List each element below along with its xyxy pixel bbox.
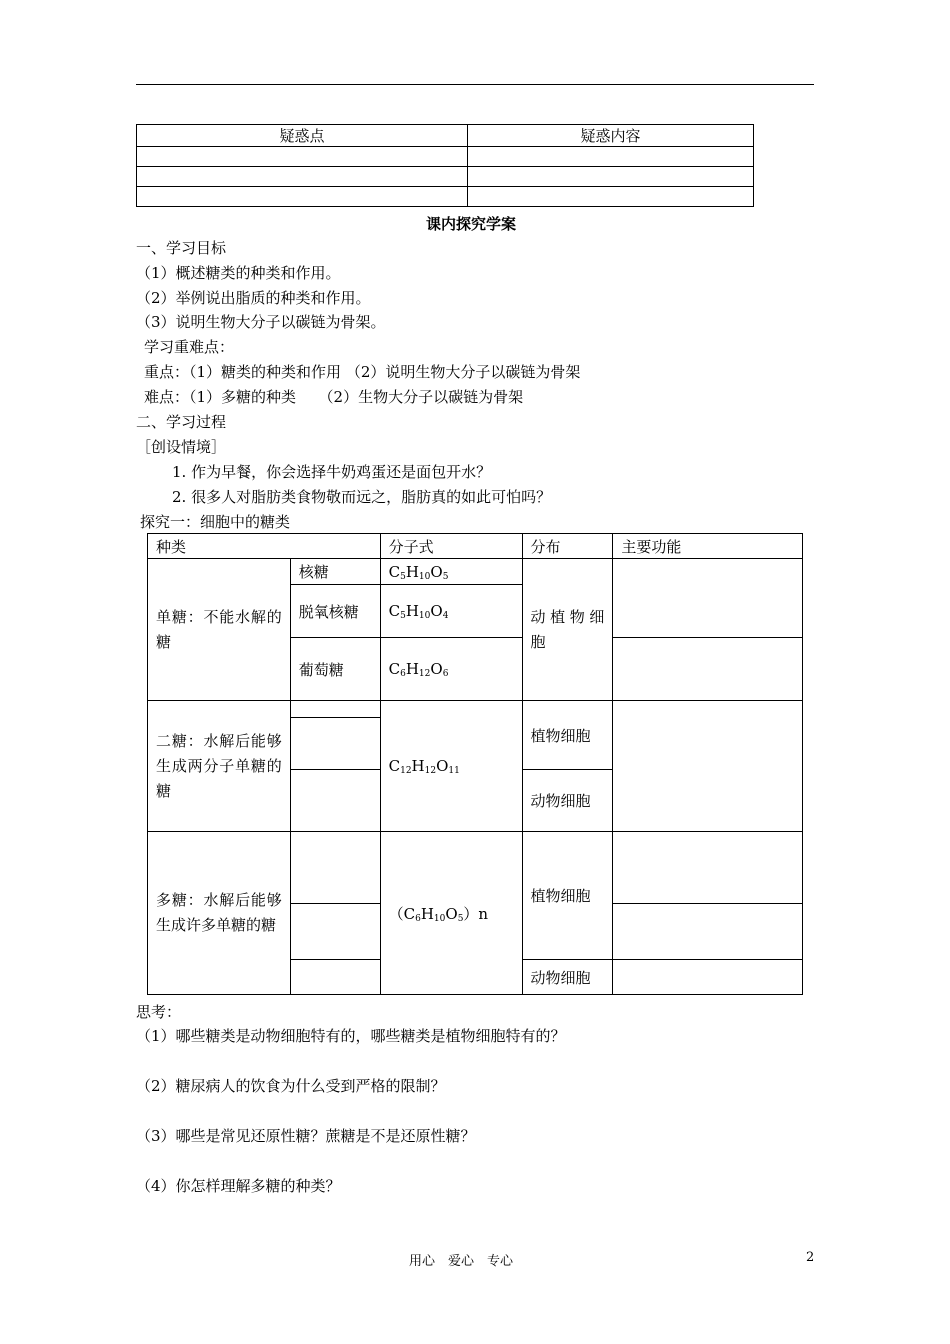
question-item: （1）哪些糖类是动物细胞特有的，哪些糖类是植物细胞特有的？ <box>136 1027 566 1045</box>
header-formula: 分子式 <box>380 534 522 559</box>
page-number: 2 <box>806 1250 815 1265</box>
poly-distribution: 动物细胞 <box>522 960 613 995</box>
poly-name-cell <box>290 904 380 960</box>
doubt-header-content: 疑惑内容 <box>468 125 754 147</box>
goal-item: （3）说明生物大分子以碳链为骨架。 <box>136 313 386 331</box>
di-function-cell <box>613 701 803 832</box>
mono-formula: $C_6H_{12}O_6$ <box>380 638 522 701</box>
mono-name: 核糖 <box>290 559 380 585</box>
header-rule <box>136 84 814 85</box>
di-name-cell <box>290 718 380 770</box>
poly-distribution: 植物细胞 <box>522 832 613 960</box>
poly-formula: $(C_6H_{10}O_5)n$ <box>380 832 522 995</box>
mono-distribution: 动植物细胞 <box>522 559 613 701</box>
goal-item: （1）概述糖类的种类和作用。 <box>136 264 341 282</box>
table-row <box>137 167 754 187</box>
poly-name-cell <box>290 832 380 904</box>
header-function: 主要功能 <box>613 534 803 559</box>
doubt-table <box>136 124 754 207</box>
section-title: 课内探究学案 <box>426 215 517 233</box>
mono-formula: $C_5H_{10}O_5$ <box>380 559 522 585</box>
di-name-cell <box>290 770 380 832</box>
mono-formula: $C_5H_{10}O_4$ <box>380 585 522 638</box>
mono-name: 脱氧核糖 <box>290 585 380 638</box>
poly-function-cell <box>613 832 803 904</box>
question-item: （4）你怎样理解多糖的种类？ <box>136 1177 341 1195</box>
di-distribution: 动物细胞 <box>522 770 613 832</box>
di-category: 二糖：水解后能够生成两分子单糖的糖 <box>148 701 291 832</box>
table-row <box>137 147 754 167</box>
scenario-question: 1. 作为早餐，你会选择牛奶鸡蛋还是面包开水？ <box>172 463 492 481</box>
sugar-table <box>147 533 803 995</box>
goal-item: （2）举例说出脂质的种类和作用。 <box>136 289 371 307</box>
poly-category: 多糖：水解后能够生成许多单糖的糖 <box>148 832 291 995</box>
table-row <box>137 187 754 207</box>
goals-heading: 一、学习目标 <box>136 239 227 257</box>
mono-category: 单糖：不能水解的糖 <box>148 559 291 701</box>
key-points: 重点：（1）糖类的种类和作用 （2）说明生物大分子以碳链为骨架 <box>144 363 581 381</box>
explore-heading: 探究一：细胞中的糖类 <box>140 513 291 531</box>
question-item: （3）哪些是常见还原性糖？蔗糖是不是还原性糖？ <box>136 1127 476 1145</box>
mono-function-cell <box>613 559 803 638</box>
scenario-heading: ［创设情境］ <box>136 438 227 456</box>
di-name-cell <box>290 701 380 718</box>
mono-name: 葡萄糖 <box>290 638 380 701</box>
mono-function-cell <box>613 638 803 701</box>
poly-function-cell <box>613 960 803 995</box>
footer-motto: 用心 爱心 专心 <box>409 1254 514 1269</box>
doubt-header-point: 疑惑点 <box>137 125 468 147</box>
poly-function-cell <box>613 904 803 960</box>
difficult-points: 难点：（1）多糖的种类 （2）生物大分子以碳链为骨架 <box>144 388 524 406</box>
di-formula: $C_{12}H_{12}O_{11}$ <box>380 701 522 832</box>
header-distribution: 分布 <box>522 534 613 559</box>
process-heading: 二、学习过程 <box>136 413 227 431</box>
question-item: （2）糖尿病人的饮食为什么受到严格的限制？ <box>136 1077 446 1095</box>
scenario-question: 2. 很多人对脂肪类食物敬而远之，脂肪真的如此可怕吗？ <box>172 488 552 506</box>
di-distribution: 植物细胞 <box>522 701 613 770</box>
header-type: 种类 <box>148 534 381 559</box>
think-heading: 思考： <box>136 1003 182 1021</box>
poly-name-cell <box>290 960 380 995</box>
key-difficult-heading: 学习重难点： <box>144 338 235 356</box>
